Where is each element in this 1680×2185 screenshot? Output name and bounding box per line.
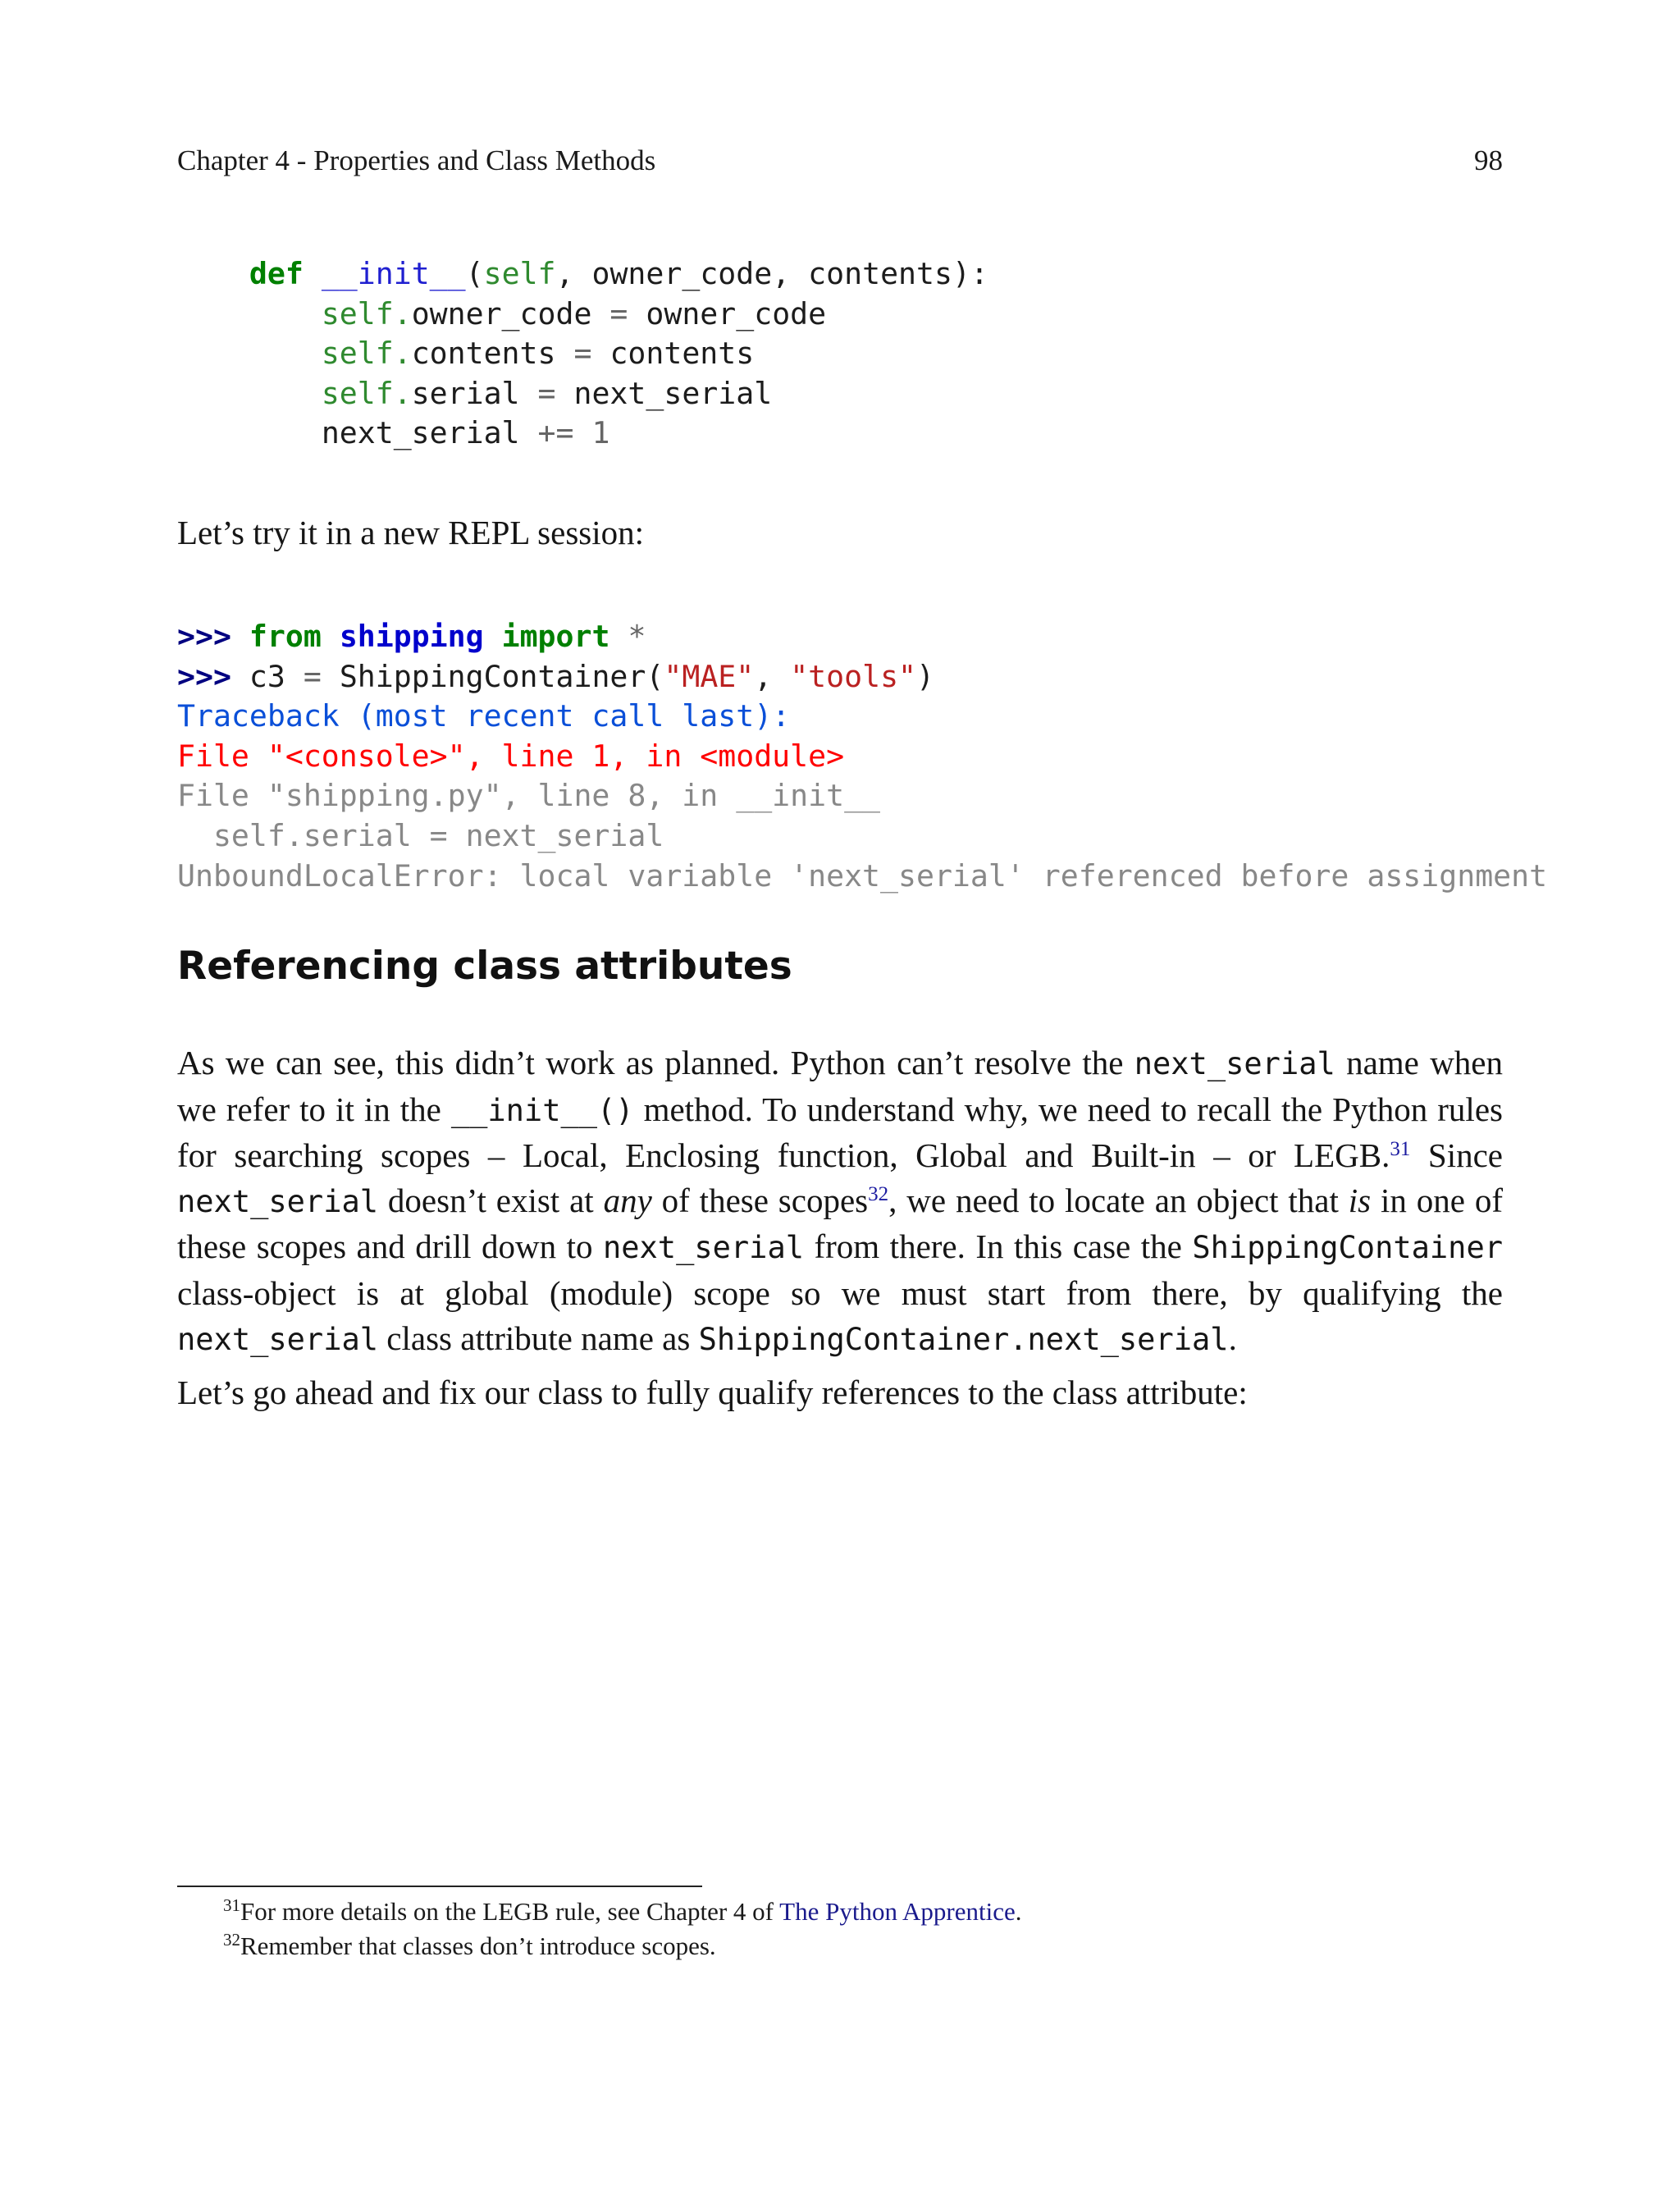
text: name when we refer to it in the [177, 1044, 1504, 1128]
text: doesn’t exist at [378, 1181, 604, 1219]
python-apprentice-link[interactable]: The Python Apprentice [779, 1897, 1016, 1926]
footnote-ref-32[interactable]: 32 [868, 1182, 889, 1205]
code-operator: = [555, 336, 610, 372]
code-call: ShippingContainer( [339, 658, 664, 694]
code-self: self. [321, 336, 412, 372]
code-self: self. [321, 375, 412, 411]
page-number: 98 [1474, 144, 1503, 176]
repl-prompt: >>> [177, 619, 231, 654]
footnote-ref-31[interactable]: 31 [1390, 1138, 1411, 1161]
chapter-title: Chapter 4 - Properties and Class Methods [177, 144, 656, 176]
code-keyword-from: from [249, 619, 322, 654]
code-attr: owner_code [411, 295, 592, 331]
footnote-text: Remember that classes don’t introduce scopes. [240, 1931, 716, 1960]
emphasis: is [1348, 1181, 1372, 1219]
code-operator: = [591, 295, 646, 331]
traceback-line: Traceback (most recent call last): [177, 698, 791, 734]
code-module: shipping [339, 619, 484, 654]
code-attr: contents [411, 336, 556, 372]
section-heading: Referencing class attributes [177, 944, 792, 989]
code-keyword-import: import [501, 619, 610, 654]
text: class attribute name as [378, 1319, 699, 1357]
footnote-31 [223, 1897, 1021, 1927]
code-params: , owner_code, contents): [555, 256, 988, 291]
text: As we can see, this didn’t work as planned. Python can’t resolve the [177, 1044, 1134, 1081]
footnote-text-end: . [1015, 1897, 1022, 1926]
inline-code: __init__() [450, 1092, 634, 1128]
code-self: self. [321, 295, 412, 331]
code-keyword-def: def [249, 256, 304, 291]
emphasis: any [603, 1181, 652, 1219]
text: class-object is at global (module) scope so we must start from there, by qualifying the [177, 1273, 1503, 1312]
text: , we need to locate an object that [888, 1181, 1349, 1219]
footnote-32 [223, 1931, 716, 1961]
text: from there. In this case the [804, 1227, 1193, 1266]
code-operator: = [519, 375, 574, 411]
code-block-repl [177, 617, 1547, 896]
footnote-number: 32 [223, 1930, 240, 1950]
repl-prompt: >>> [177, 658, 231, 694]
inline-code: ShippingContainer.next_serial [698, 1321, 1229, 1357]
inline-code: ShippingContainer [1192, 1230, 1504, 1266]
code-var: c3 [249, 658, 285, 694]
code-comma: , [754, 658, 791, 694]
code-attr: serial [411, 375, 520, 411]
code-value: owner_code [646, 295, 827, 331]
text: Since [1410, 1136, 1504, 1175]
code-self: self [483, 256, 556, 291]
repl-line [177, 657, 1547, 697]
code-number: 1 [591, 415, 610, 451]
paragraph-explanation [177, 1040, 1503, 1362]
paragraph-fix-intro: Let’s go ahead and fix our class to fully qualify references to the class attribute: [177, 1374, 1248, 1411]
code-line [177, 414, 988, 454]
traceback-file-console: File "<console>", line 1, in <module> [177, 738, 845, 774]
code-line [177, 254, 988, 295]
text: . [1228, 1319, 1237, 1357]
traceback-file-shipping: File "shipping.py", line 8, in __init__ [177, 778, 881, 814]
code-paren: ) [916, 658, 935, 694]
page-header [177, 144, 1503, 190]
code-value: contents [609, 336, 755, 372]
code-string: "MAE" [664, 658, 755, 694]
inline-code: next_serial [177, 1183, 379, 1219]
inline-code: next_serial [1134, 1046, 1335, 1081]
traceback-source: self.serial = next_serial [177, 817, 664, 853]
footnote-text: For more details on the LEGB rule, see Chapter 4 of [240, 1897, 780, 1926]
text: method. To understand why, we need to recall the Python rules for searching scopes – Local, Enclosing function, Global and Built-in – or LEGB. [177, 1090, 1503, 1175]
code-paren: ( [465, 256, 484, 291]
code-string: "tools" [790, 658, 917, 694]
code-line [177, 295, 988, 335]
footnote-number: 31 [223, 1895, 240, 1915]
code-operator: += [519, 415, 592, 451]
inline-code: next_serial [177, 1321, 379, 1357]
error-message: UnboundLocalError: local variable 'next_serial' referenced before assignment [177, 857, 1548, 894]
code-function-name: __init__ [321, 256, 466, 291]
code-block-init [177, 254, 988, 454]
code-operator: = [285, 658, 340, 694]
code-line [177, 334, 988, 374]
paragraph-repl-intro: Let’s try it in a new REPL session: [177, 514, 645, 551]
repl-line [177, 617, 1547, 657]
text: in one of these scopes and drill down to [177, 1181, 1504, 1266]
code-line [177, 374, 988, 414]
code-name: next_serial [321, 415, 520, 451]
code-value: next_serial [573, 375, 773, 411]
text: of these scopes [651, 1181, 869, 1219]
inline-code: next_serial [602, 1230, 805, 1266]
code-operator: * [628, 619, 646, 654]
footnote-divider [177, 1886, 702, 1887]
